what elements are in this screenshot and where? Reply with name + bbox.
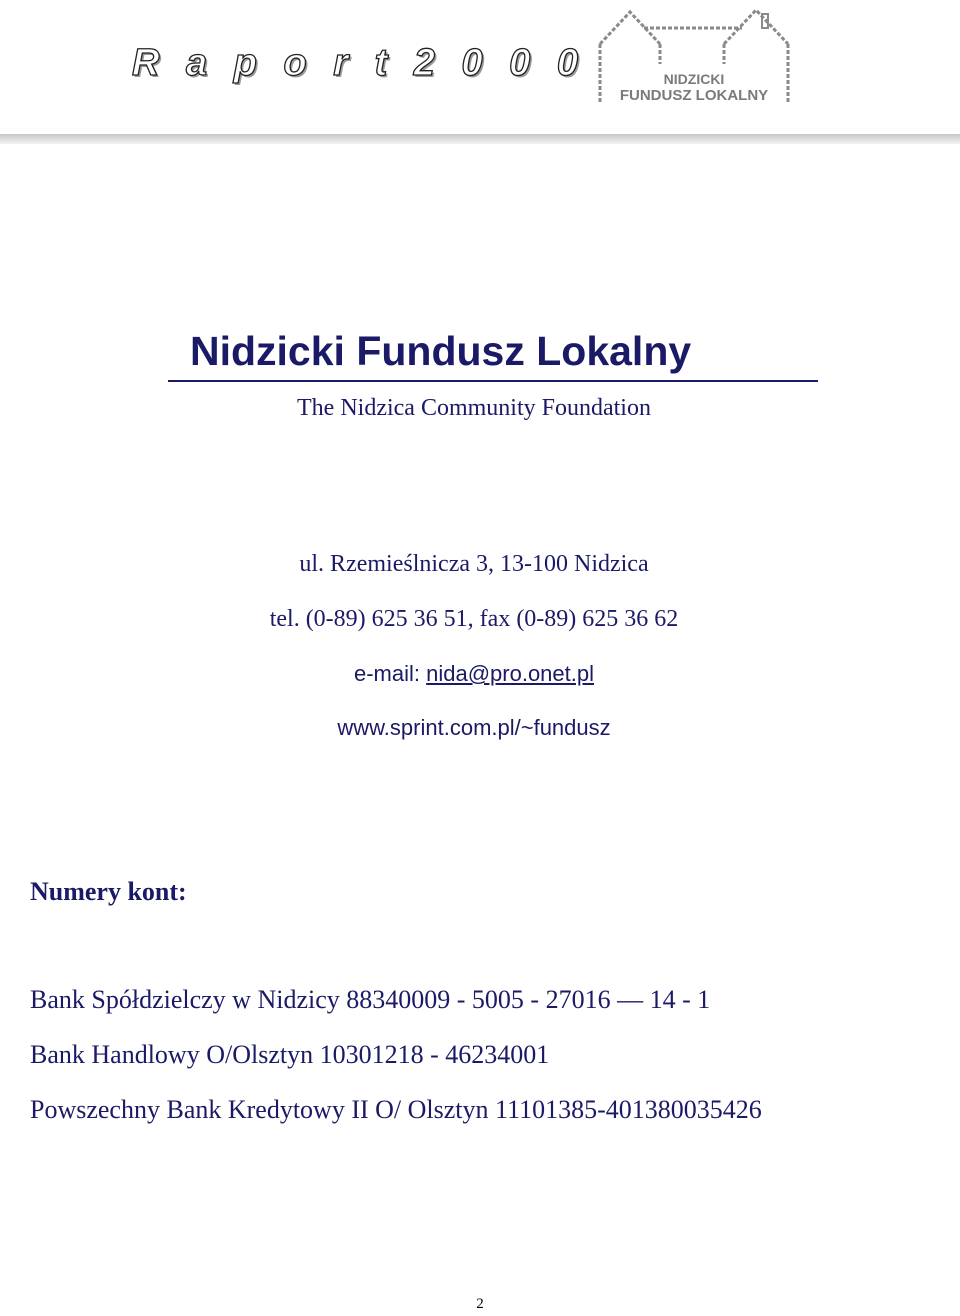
title-underline <box>168 380 818 382</box>
organization-name <box>168 328 818 375</box>
logo-line2: FUNDUSZ LOKALNY <box>619 87 769 104</box>
organization-name-text: Nidzicki Fundusz Lokalny <box>190 328 692 374</box>
email-link[interactable]: nida@pro.onet.pl <box>426 661 594 686</box>
header-divider <box>0 134 960 144</box>
report-title: R a p o r t 2 0 0 0 <box>132 42 586 84</box>
account-item: Powszechny Bank Kredytowy II O/ Olsztyn 11101385-401380035426 <box>30 1095 762 1124</box>
house-logo-icon <box>594 4 794 108</box>
organization-subtitle: The Nidzica Community Foundation <box>297 395 651 421</box>
phone-fax: tel. (0-89) 625 36 51, fax (0-89) 625 36 62 <box>269 606 679 632</box>
website[interactable]: www.sprint.com.pl/~fundusz <box>337 715 611 740</box>
foundation-logo <box>594 4 794 108</box>
email-line <box>0 661 948 687</box>
account-item: Bank Handlowy O/Olsztyn 10301218 - 46234001 <box>30 1040 550 1069</box>
accounts-heading: Numery kont: <box>30 877 187 906</box>
address: ul. Rzemieślnicza 3, 13-100 Nidzica <box>299 551 649 577</box>
logo-line1: NIDZICKI <box>663 71 725 87</box>
account-item: Bank Spółdzielczy w Nidzicy 88340009 - 5005 - 27016 — 14 - 1 <box>30 985 711 1014</box>
email-label: e-mail: <box>353 661 427 686</box>
page-number: 2 <box>476 1296 484 1312</box>
